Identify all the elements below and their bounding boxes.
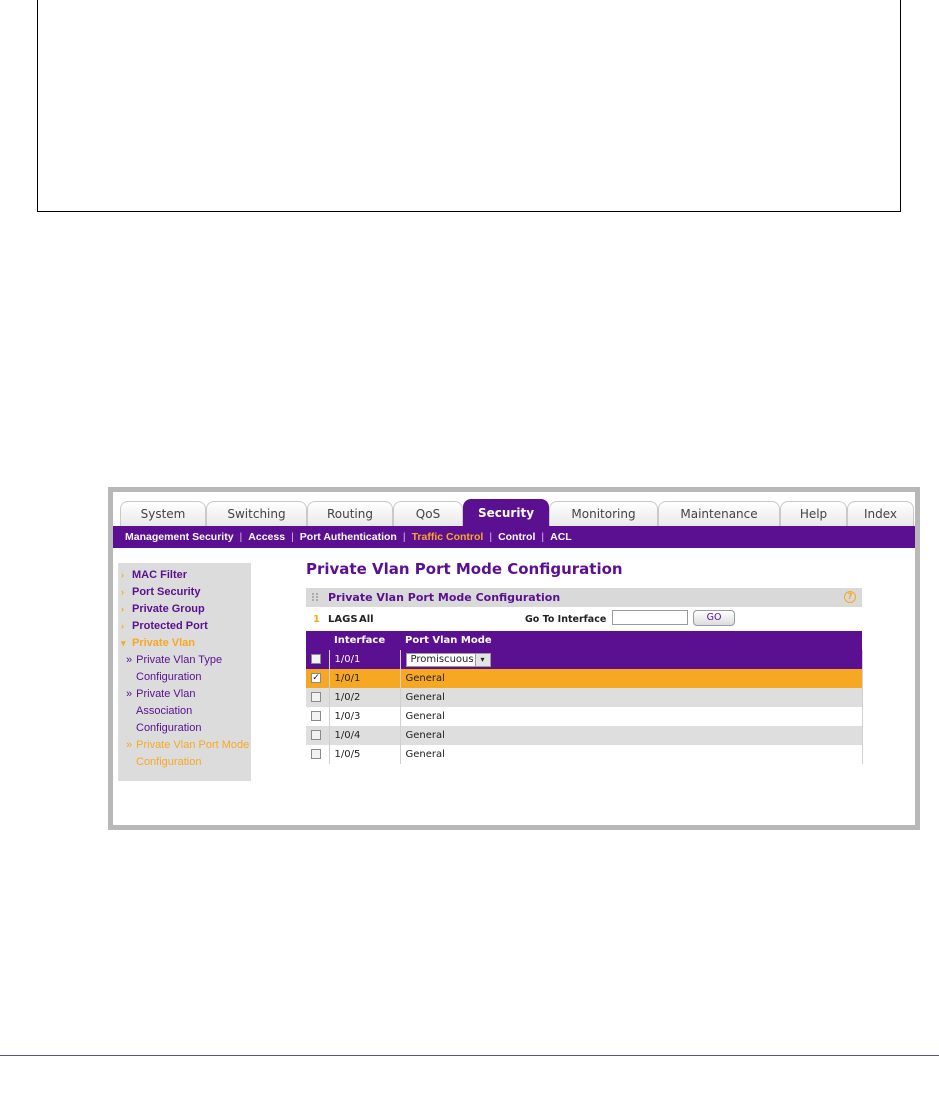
drag-grip-icon[interactable] (312, 593, 318, 601)
goto-interface-label: Go To Interface (525, 614, 607, 625)
subnav-separator: | (291, 531, 294, 543)
menu-item-private-vlan[interactable] (118, 635, 251, 652)
submenu-label: Private Vlan Port Mode Configuration (136, 739, 250, 768)
subnav-access[interactable]: Access (248, 531, 286, 543)
row-checkbox-cell (306, 726, 329, 745)
table-row[interactable] (306, 726, 862, 745)
row-interface: 1/0/2 (329, 688, 400, 707)
chevron-right-icon: › (121, 587, 124, 597)
row-checkbox[interactable] (311, 749, 321, 759)
submenu-private-vlan-port-mode-configuration[interactable] (118, 737, 251, 771)
row-interface: 1/0/3 (329, 707, 400, 726)
tab-security[interactable]: Security (463, 499, 549, 526)
chevron-right-icon: › (121, 621, 124, 631)
row-checkbox[interactable] (311, 692, 321, 702)
page-title: Private Vlan Port Mode Configuration (306, 560, 623, 578)
submenu-label: Private Vlan Type Configuration (136, 654, 223, 683)
row-interface: 1/0/4 (329, 726, 400, 745)
tab-system[interactable]: System (120, 501, 206, 526)
submenu-private-vlan-association-configuration[interactable] (118, 686, 251, 737)
menu-item-label: Port Security (132, 586, 201, 598)
table-row[interactable] (306, 745, 862, 764)
empty-frame (37, 0, 901, 212)
row-mode: General (400, 707, 862, 726)
ui-screenshot (108, 487, 920, 830)
row-mode: General (400, 669, 862, 688)
table-toolbar (306, 608, 862, 630)
subnav-control[interactable]: Control (498, 531, 536, 543)
subnav-separator: | (239, 531, 243, 543)
column-header-select (306, 631, 329, 650)
table-row[interactable] (306, 688, 862, 707)
row-checkbox-cell (306, 688, 329, 707)
row-mode: General (400, 745, 862, 764)
double-chevron-icon: » (126, 739, 133, 751)
go-button[interactable]: GO (693, 610, 735, 626)
submenu-label: Private Vlan Association Configuration (136, 688, 202, 734)
panel-title: Private Vlan Port Mode Configuration (328, 591, 561, 604)
tab-help[interactable]: Help (780, 501, 847, 526)
tab-routing[interactable]: Routing (307, 501, 393, 526)
help-icon[interactable]: ? (844, 591, 856, 603)
edit-row-mode-cell (400, 650, 862, 669)
menu-item-label: Private Group (132, 603, 205, 615)
config-panel (306, 588, 862, 788)
column-header-port-vlan-mode: Port Vlan Mode (400, 631, 862, 650)
subnav-management-security[interactable]: Management Security (125, 531, 234, 543)
panel-header (306, 588, 862, 607)
table-row[interactable] (306, 707, 862, 726)
double-chevron-icon: » (126, 688, 133, 700)
web-interface (113, 492, 915, 825)
tab-qos[interactable]: QoS (393, 501, 463, 526)
row-checkbox[interactable] (311, 730, 321, 740)
row-interface: 1/0/5 (329, 745, 400, 764)
subnav-acl[interactable]: ACL (550, 531, 572, 543)
row-mode: General (400, 688, 862, 707)
menu-item-protected-port[interactable] (118, 618, 251, 635)
subnav-separator: | (402, 531, 406, 543)
port-mode-table (306, 631, 863, 764)
menu-item-label: Protected Port (132, 620, 208, 632)
footer-rule (0, 1055, 939, 1056)
chevron-right-icon: › (121, 570, 124, 580)
subnav-separator: | (541, 531, 545, 543)
page-indicator[interactable]: 1 (313, 614, 320, 625)
row-checkbox-cell (306, 707, 329, 726)
lags-link[interactable]: LAGS (328, 614, 358, 625)
row-interface: 1/0/1 (329, 669, 400, 688)
double-chevron-icon: » (126, 654, 133, 666)
submenu-private-vlan-type-configuration[interactable] (118, 652, 251, 686)
menu-item-label: Private Vlan (132, 637, 195, 649)
row-checkbox[interactable] (311, 711, 321, 721)
subnav-separator: | (489, 531, 493, 543)
row-checkbox[interactable]: ✓ (312, 673, 320, 683)
menu-item-port-security[interactable] (118, 584, 251, 601)
row-checkbox-cell (306, 745, 329, 764)
tab-index[interactable]: Index (847, 501, 914, 526)
port-vlan-mode-select[interactable] (406, 653, 491, 667)
table-header-row (306, 631, 862, 650)
main-tab-bar (113, 492, 915, 526)
subnav-traffic-control[interactable]: Traffic Control (411, 531, 484, 543)
sub-navigation (113, 526, 915, 548)
menu-item-mac-filter[interactable] (118, 567, 251, 584)
chevron-down-icon: ▾ (121, 638, 126, 648)
chevron-down-icon: ▾ (475, 654, 490, 666)
tab-monitoring[interactable]: Monitoring (549, 501, 658, 526)
row-mode: General (400, 726, 862, 745)
edit-row-interface: 1/0/1 (329, 650, 400, 669)
goto-interface-input[interactable] (612, 610, 688, 625)
table-edit-row (306, 650, 862, 669)
tab-maintenance[interactable]: Maintenance (658, 501, 780, 526)
chevron-right-icon: › (121, 604, 124, 614)
all-link[interactable]: All (359, 614, 374, 625)
edit-row-checkbox-cell (306, 650, 329, 669)
left-menu (118, 563, 251, 781)
subnav-port-authentication[interactable]: Port Authentication (299, 531, 397, 543)
table-row[interactable] (306, 669, 862, 688)
row-checkbox-cell (306, 669, 329, 688)
select-value: Promiscuous (410, 653, 474, 665)
tab-switching[interactable]: Switching (206, 501, 307, 526)
column-header-interface: Interface (329, 631, 400, 650)
edit-row-checkbox[interactable] (311, 654, 321, 664)
menu-item-label: MAC Filter (132, 569, 187, 581)
menu-item-private-group[interactable] (118, 601, 251, 618)
